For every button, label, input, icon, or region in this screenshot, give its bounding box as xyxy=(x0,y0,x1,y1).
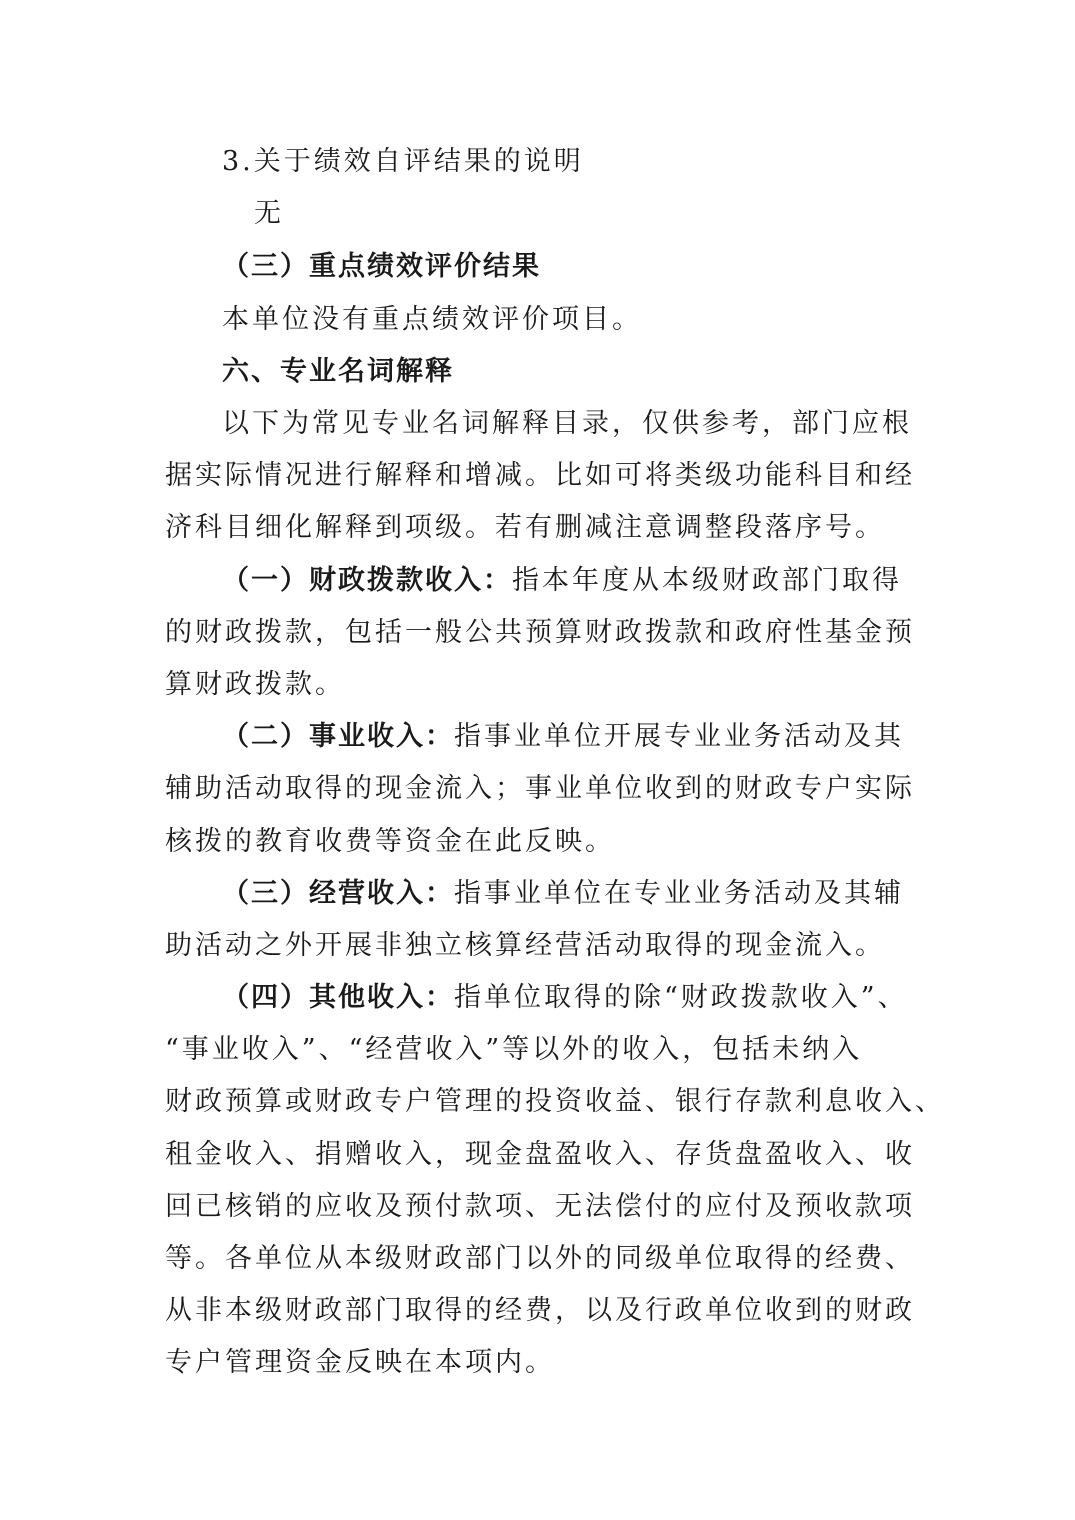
term-definition: 指本年度从本级财政部门取得 xyxy=(512,565,902,596)
term-line: 专户管理资金反映在本项内。 xyxy=(165,1347,555,1378)
section-3-title: 3.关于绩效自评结果的说明 xyxy=(222,146,584,177)
term-line: 租金收入、捐赠收入，现金盘盈收入、存货盘盈收入、收 xyxy=(165,1139,915,1170)
term-label: （四）其他收入： xyxy=(222,982,454,1013)
intro-line: 济科目细化解释到项级。若有删减注意调整段落序号。 xyxy=(165,512,885,543)
glossary-heading: 六、专业名词解释 xyxy=(222,356,454,387)
key-eval-body: 本单位没有重点绩效评价项目。 xyxy=(222,304,642,335)
term-line: 等。各单位从本级财政部门以外的同级单位取得的经费、 xyxy=(165,1243,915,1274)
term-definition: 指事业单位开展专业业务活动及其 xyxy=(454,721,904,752)
term-label: （二）事业收入： xyxy=(222,721,454,752)
intro-line: 以下为常见专业名词解释目录，仅供参考，部门应根 xyxy=(222,408,912,439)
term-line: 辅助活动取得的现金流入；事业单位收到的财政专户实际 xyxy=(165,773,915,804)
term-line: “事业收入”、“经营收入”等以外的收入，包括未纳入 xyxy=(165,1034,863,1065)
term-line: 回已核销的应收及预付款项、无法偿付的应付及预收款项 xyxy=(165,1191,915,1222)
term-first-line xyxy=(222,563,902,599)
term-line: 核拨的教育收费等资金在此反映。 xyxy=(165,826,615,857)
intro-line: 据实际情况进行解释和增减。比如可将类级功能科目和经 xyxy=(165,460,915,491)
term-first-line xyxy=(222,719,904,755)
term-definition: 指事业单位在专业业务活动及其辅 xyxy=(454,878,904,909)
term-line: 算财政拨款。 xyxy=(165,669,345,700)
term-line: 助活动之外开展非独立核算经营活动取得的现金流入。 xyxy=(165,930,885,961)
term-first-line xyxy=(222,876,904,912)
term-definition: 指单位取得的除“财政拨款收入”、 xyxy=(454,982,908,1013)
term-line: 的财政拨款，包括一般公共预算财政拨款和政府性基金预 xyxy=(165,617,915,648)
key-eval-heading: （三）重点绩效评价结果 xyxy=(222,251,541,282)
term-line: 从非本级财政部门取得的经费，以及行政单位收到的财政 xyxy=(165,1295,915,1326)
term-first-line xyxy=(222,980,908,1016)
term-label: （三）经营收入： xyxy=(222,878,454,909)
term-label: （一）财政拨款收入： xyxy=(222,565,512,596)
section-3-body: 无 xyxy=(254,198,284,229)
term-line: 财政预算或财政专户管理的投资收益、银行存款利息收入、 xyxy=(165,1086,945,1117)
